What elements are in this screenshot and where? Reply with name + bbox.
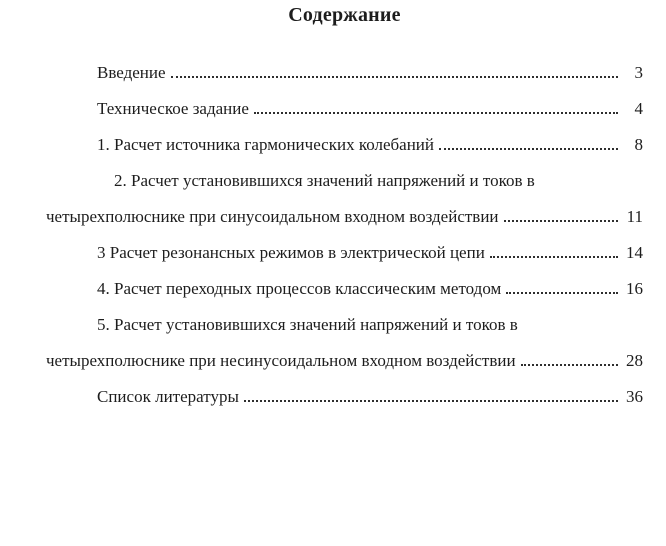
toc-entry-vvedenie[interactable] — [97, 62, 643, 98]
toc-entry-section-1[interactable] — [97, 134, 643, 170]
table-of-contents — [46, 62, 643, 422]
toc-entry-text: 4. Расчет переходных процессов классическим методом — [97, 279, 502, 298]
toc-entry-text: Список литературы — [97, 387, 239, 406]
dot-leader — [490, 253, 618, 258]
toc-entry-text: 2. Расчет установившихся значений напряжений и токов в — [114, 171, 535, 190]
toc-page-number: 3 — [634, 63, 643, 82]
page-title: Содержание — [288, 4, 401, 26]
dot-leader — [171, 73, 618, 78]
toc-entry-section-4[interactable] — [97, 278, 643, 314]
toc-entry-section-5-line-2[interactable] — [46, 350, 643, 386]
toc-entry-text: Введение — [97, 63, 166, 82]
toc-entry-text: Техническое задание — [97, 99, 249, 118]
toc-page-number: 4 — [634, 99, 643, 118]
toc-entry-text: четырехполюснике при синусоидальном входном воздействии — [46, 207, 499, 226]
toc-entry-section-2-line-2[interactable] — [46, 206, 643, 242]
dot-leader — [244, 397, 618, 402]
dot-leader — [521, 361, 618, 366]
toc-entry-tekhnicheskoe-zadanie[interactable] — [97, 98, 643, 134]
toc-entry-text: 1. Расчет источника гармонических колебаний — [97, 135, 435, 154]
dot-leader — [439, 145, 618, 150]
toc-entry-section-3[interactable] — [97, 242, 643, 278]
toc-entry-text: 3 Расчет резонансных режимов в электрической цепи — [97, 243, 485, 262]
toc-entry-text: четырехполюснике при несинусоидальном входном воздействии — [46, 351, 516, 370]
dot-leader — [506, 289, 618, 294]
toc-page-number: 28 — [626, 351, 643, 370]
toc-page-number: 14 — [626, 243, 643, 262]
dot-leader — [254, 109, 618, 114]
toc-page-number: 36 — [626, 387, 643, 406]
toc-page-number: 16 — [626, 279, 643, 298]
toc-entry-section-2-line-1[interactable] — [114, 170, 643, 206]
toc-entry-spisok-literatury[interactable] — [97, 386, 643, 422]
toc-entry-text: 5. Расчет установившихся значений напряжений и токов в — [97, 315, 518, 334]
dot-leader — [504, 217, 618, 222]
toc-page-number: 11 — [626, 207, 643, 226]
toc-page-number: 8 — [634, 135, 643, 154]
toc-entry-section-5-line-1[interactable] — [97, 314, 643, 350]
